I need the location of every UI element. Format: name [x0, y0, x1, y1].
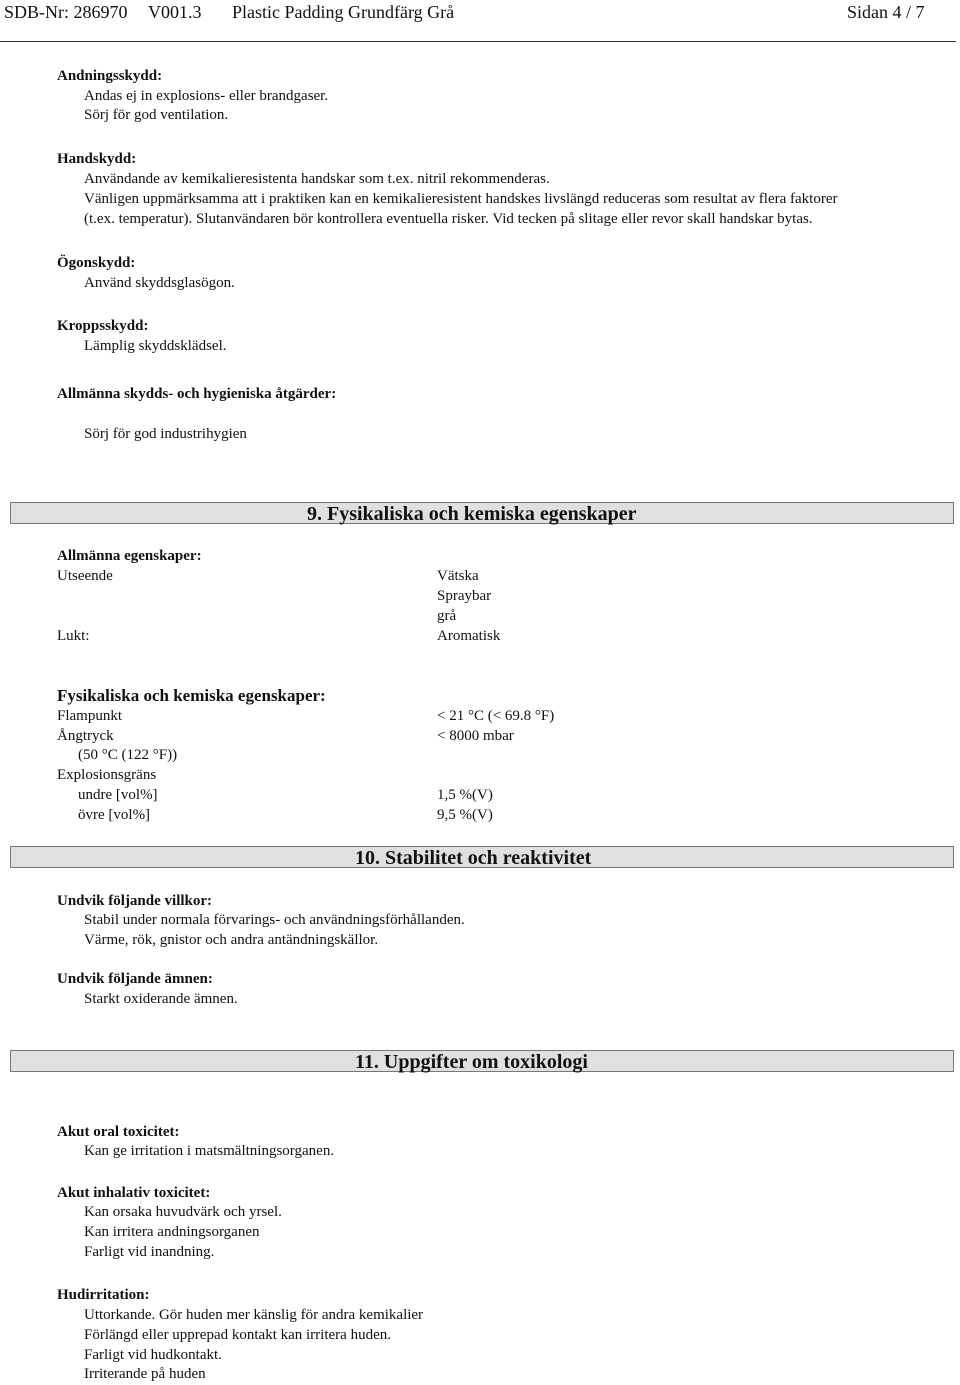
section-11-title: 11. Uppgifter om toxikologi [355, 1051, 588, 1073]
vapor-label: Ångtryck [57, 728, 114, 744]
upper-limit-label: övre [vol%] [78, 807, 151, 823]
flash-label: Flampunkt [57, 708, 123, 724]
appearance-value: Spraybar [437, 588, 492, 604]
avoid-substances-title: Undvik följande ämnen: [57, 971, 213, 987]
avoid-conditions-title: Undvik följande villkor: [57, 893, 213, 909]
breathing-title: Andningsskydd: [57, 68, 163, 84]
version: V001.3 [148, 2, 202, 22]
appearance-value: Vätska [437, 568, 479, 584]
odor-label: Lukt: [57, 628, 90, 644]
skin-irritation-line: Förlängd eller upprepad kontakt kan irritera huden. [84, 1327, 391, 1343]
inhalation-line: Kan irritera andningsorganen [84, 1224, 260, 1240]
section-9-header [10, 502, 954, 524]
general-hygiene-title: Allmänna skydds- och hygieniska åtgärder: [57, 386, 337, 402]
general-hygiene-text: Sörj för god industrihygien [84, 426, 247, 442]
props-title: Fysikaliska och kemiska egenskaper: [57, 686, 326, 705]
upper-limit-value: 9,5 %(V) [437, 807, 493, 823]
body-text: Lämplig skyddsklädsel. [84, 338, 227, 354]
odor-value: Aromatisk [437, 628, 501, 644]
skin-irritation-line: Irriterande på huden [84, 1366, 206, 1382]
skin-irritation-line: Farligt vid hudkontakt. [84, 1347, 222, 1363]
flash-value: < 21 °C (< 69.8 °F) [437, 708, 555, 724]
hand-line: Användande av kemikalieresistenta handskar som t.ex. nitril rekommenderas. [84, 171, 550, 187]
lower-limit-label: undre [vol%] [78, 787, 158, 803]
section-10-header [10, 846, 954, 868]
skin-irritation-title: Hudirritation: [57, 1287, 150, 1303]
section-11-header [10, 1050, 954, 1072]
inhalation-line: Farligt vid inandning. [84, 1244, 215, 1260]
avoid-conditions-line: Värme, rök, gnistor och andra antändningskällor. [84, 932, 379, 948]
breathing-line: Andas ej in explosions- eller brandgaser. [84, 88, 329, 104]
lower-limit-value: 1,5 %(V) [437, 787, 493, 803]
header-divider [0, 41, 956, 42]
hand-title: Handskydd: [57, 151, 137, 167]
product-name: Plastic Padding Grundfärg Grå [232, 2, 455, 22]
vapor-value: < 8000 mbar [437, 728, 514, 744]
body-title: Kroppsskydd: [57, 318, 149, 334]
general-properties-title: Allmänna egenskaper: [57, 548, 202, 564]
explosion-label: Explosionsgräns [57, 767, 157, 783]
avoid-substances-text: Starkt oxiderande ämnen. [84, 991, 238, 1007]
eye-title: Ögonskydd: [57, 255, 136, 271]
avoid-conditions-line: Stabil under normala förvarings- och användningsförhållanden. [84, 912, 465, 928]
sdb-number: SDB-Nr: 286970 [4, 2, 128, 22]
section-9-title: 9. Fysikaliska och kemiska egenskaper [307, 503, 637, 525]
appearance-label: Utseende [57, 568, 113, 584]
inhalation-line: Kan orsaka huvudvärk och yrsel. [84, 1204, 282, 1220]
inhalation-toxicity-title: Akut inhalativ toxicitet: [57, 1185, 211, 1201]
oral-toxicity-text: Kan ge irritation i matsmältningsorganen. [84, 1143, 335, 1159]
appearance-value: grå [437, 608, 457, 624]
section-10-title: 10. Stabilitet och reaktivitet [355, 847, 592, 869]
oral-toxicity-title: Akut oral toxicitet: [57, 1124, 180, 1140]
hand-line: (t.ex. temperatur). Slutanvändaren bör kontrollera eventuella risker. Vid tecken på slitage eller revor skall handskar bytas. [84, 211, 813, 227]
breathing-line: Sörj för god ventilation. [84, 107, 229, 123]
hand-line: Vänligen uppmärksamma att i praktiken kan en kemikalieresistent handskes livslängd reduceras som resultat av flera faktorer [84, 191, 838, 207]
eye-text: Använd skyddsglasögon. [84, 275, 235, 291]
page-number: Sidan 4 / 7 [847, 2, 925, 22]
skin-irritation-line: Uttorkande. Gör huden mer känslig för andra kemikalier [84, 1307, 424, 1323]
vapor-condition: (50 °C (122 °F)) [78, 747, 178, 763]
